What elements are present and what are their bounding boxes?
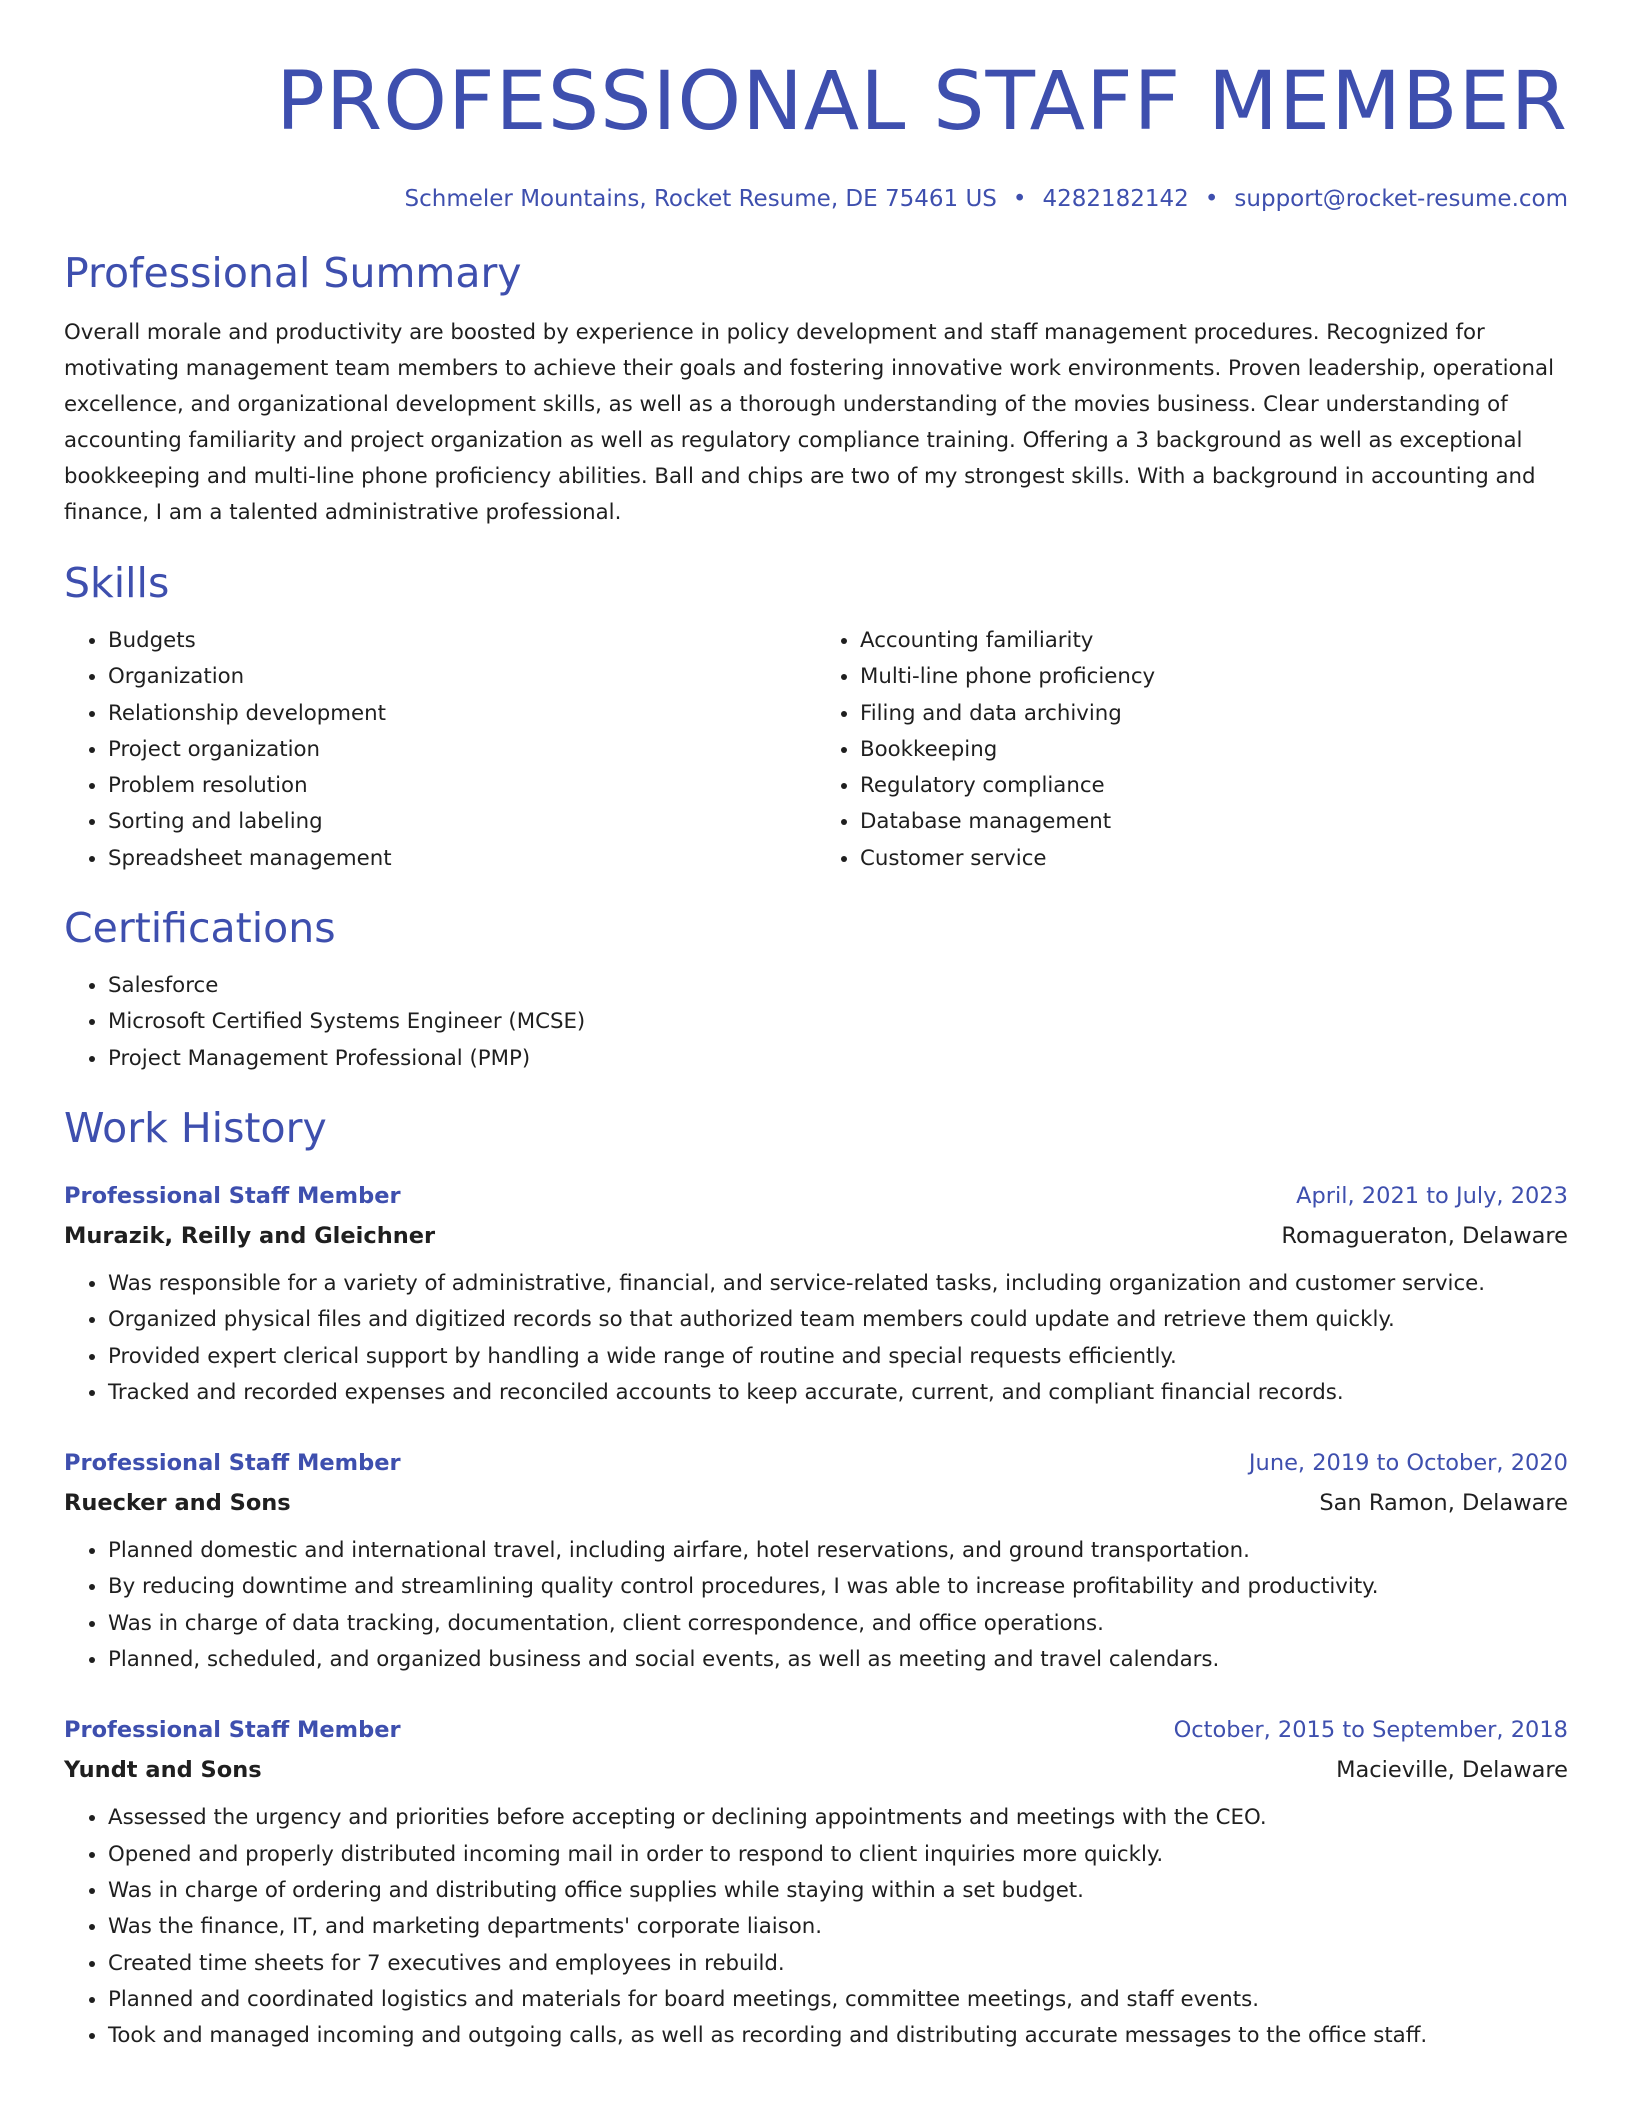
job-entry	[64, 1710, 1568, 2054]
job-dates: October, 2015 to September, 2018	[1173, 1717, 1568, 1744]
skill-item: • Budgets	[108, 623, 816, 659]
certification-item: • Microsoft Certified Systems Engineer (MCSE)	[108, 1004, 1568, 1040]
contact-phone: 4282182142	[1042, 186, 1189, 212]
job-company-row	[64, 1483, 1568, 1523]
skills-list-left	[64, 623, 816, 877]
job-bullet: • Opened and properly distributed incoming mail in order to respond to client inquiries more quickly.	[108, 1837, 1568, 1873]
job-company: Ruecker and Sons	[64, 1490, 291, 1517]
skills-columns	[64, 623, 1568, 877]
skill-item: • Multi-line phone proficiency	[860, 659, 1568, 695]
skills-heading: Skills	[64, 559, 170, 607]
skill-item: • Sorting and labeling	[108, 804, 816, 840]
job-bullet: • Was in charge of data tracking, documentation, client correspondence, and office operations.	[108, 1606, 1568, 1642]
skill-item: • Accounting familiarity	[860, 623, 1568, 659]
resume-header	[64, 0, 1568, 215]
candidate-name: PROFESSIONAL STAFF MEMBER	[276, 55, 1568, 149]
job-bullets	[64, 1533, 1568, 1678]
job-dates: April, 2021 to July, 2023	[1296, 1182, 1568, 1209]
resume-page	[64, 0, 1568, 2054]
contact-separator: •	[1204, 186, 1219, 212]
job-bullet: • Was the finance, IT, and marketing departments' corporate liaison.	[108, 1909, 1568, 1945]
skill-item: • Organization	[108, 659, 816, 695]
job-title-row	[64, 1443, 1568, 1483]
job-company: Yundt and Sons	[64, 1757, 262, 1784]
skill-item: • Database management	[860, 804, 1568, 840]
contact-email[interactable]: support@rocket-resume.com	[1234, 186, 1568, 212]
job-bullet: • Assessed the urgency and priorities before accepting or declining appointments and meetings with the CEO.	[108, 1800, 1568, 1836]
job-title: Professional Staff Member	[64, 1182, 401, 1209]
job-bullet: • Planned, scheduled, and organized business and social events, as well as meeting and travel calendars.	[108, 1642, 1568, 1678]
contact-separator: •	[1012, 186, 1027, 212]
job-entry	[64, 1443, 1568, 1678]
skill-item: • Relationship development	[108, 696, 816, 732]
contact-address: Schmeler Mountains, Rocket Resume, DE 75461 US	[404, 186, 997, 212]
job-location: San Ramon, Delaware	[1319, 1490, 1568, 1517]
summary-heading: Professional Summary	[64, 249, 522, 297]
job-location: Romagueraton, Delaware	[1281, 1222, 1568, 1249]
certifications-list	[64, 968, 1568, 1077]
job-bullet: • Was in charge of ordering and distributing office supplies while staying within a set budget.	[108, 1873, 1568, 1909]
skill-item: • Customer service	[860, 841, 1568, 877]
job-bullet: • Was responsible for a variety of administrative, financial, and service-related tasks, including organization and customer service.	[108, 1266, 1568, 1302]
skill-item: • Problem resolution	[108, 768, 816, 804]
skill-item: • Spreadsheet management	[108, 841, 816, 877]
certification-item: • Project Management Professional (PMP)	[108, 1041, 1568, 1077]
skill-item: • Project organization	[108, 732, 816, 768]
job-company-row	[64, 1750, 1568, 1790]
certification-item: • Salesforce	[108, 968, 1568, 1004]
job-bullet: • Organized physical files and digitized records so that authorized team members could update and retrieve them quickly.	[108, 1302, 1568, 1338]
job-bullet: • Provided expert clerical support by handling a wide range of routine and special requests efficiently.	[108, 1339, 1568, 1375]
summary-text: Overall morale and productivity are boosted by experience in policy development and staff management procedures. Recognized for motivating management team members to achieve their goals and fostering innovative work environments. Proven leadership, operational excellence, and organizational development skills, as well as a thorough understanding of the movies business. Clear understanding of accounting familiarity and project organization as well as regulatory compliance training. Offering a 3 background as well as exceptional bookkeeping and multi-line phone proficiency abilities. Ball and chips are two of my strongest skills. With a background in accounting and finance, I am a talented administrative professional.	[64, 320, 1554, 525]
job-location: Macieville, Delaware	[1336, 1757, 1568, 1784]
job-bullet: • Planned and coordinated logistics and materials for board meetings, committee meetings, and staff events.	[108, 1982, 1568, 2018]
job-dates: June, 2019 to October, 2020	[1248, 1450, 1568, 1477]
job-title: Professional Staff Member	[64, 1450, 401, 1477]
skill-item: • Regulatory compliance	[860, 768, 1568, 804]
certifications-heading: Certifications	[64, 904, 336, 953]
job-title-row	[64, 1710, 1568, 1750]
skill-item: • Bookkeeping	[860, 732, 1568, 768]
skills-list-right	[816, 623, 1568, 877]
work-history-heading: Work History	[64, 1103, 327, 1152]
job-title-row	[64, 1176, 1568, 1216]
job-bullets	[64, 1266, 1568, 1411]
job-bullet: • Created time sheets for 7 executives and employees in rebuild.	[108, 1946, 1568, 1982]
job-bullet: • Tracked and recorded expenses and reconciled accounts to keep accurate, current, and compliant financial records.	[108, 1375, 1568, 1411]
job-bullets	[64, 1800, 1568, 2054]
skill-item: • Filing and data archiving	[860, 696, 1568, 732]
contact-line	[64, 183, 1568, 215]
job-company-row	[64, 1216, 1568, 1256]
job-title: Professional Staff Member	[64, 1717, 401, 1744]
job-bullet: • Took and managed incoming and outgoing calls, as well as recording and distributing accurate messages to the office staff.	[108, 2018, 1568, 2054]
job-company: Murazik, Reilly and Gleichner	[64, 1222, 436, 1249]
job-bullet: • By reducing downtime and streamlining quality control procedures, I was able to increase profitability and productivity.	[108, 1569, 1568, 1605]
job-bullet: • Planned domestic and international travel, including airfare, hotel reservations, and ground transportation.	[108, 1533, 1568, 1569]
job-entry	[64, 1176, 1568, 1411]
